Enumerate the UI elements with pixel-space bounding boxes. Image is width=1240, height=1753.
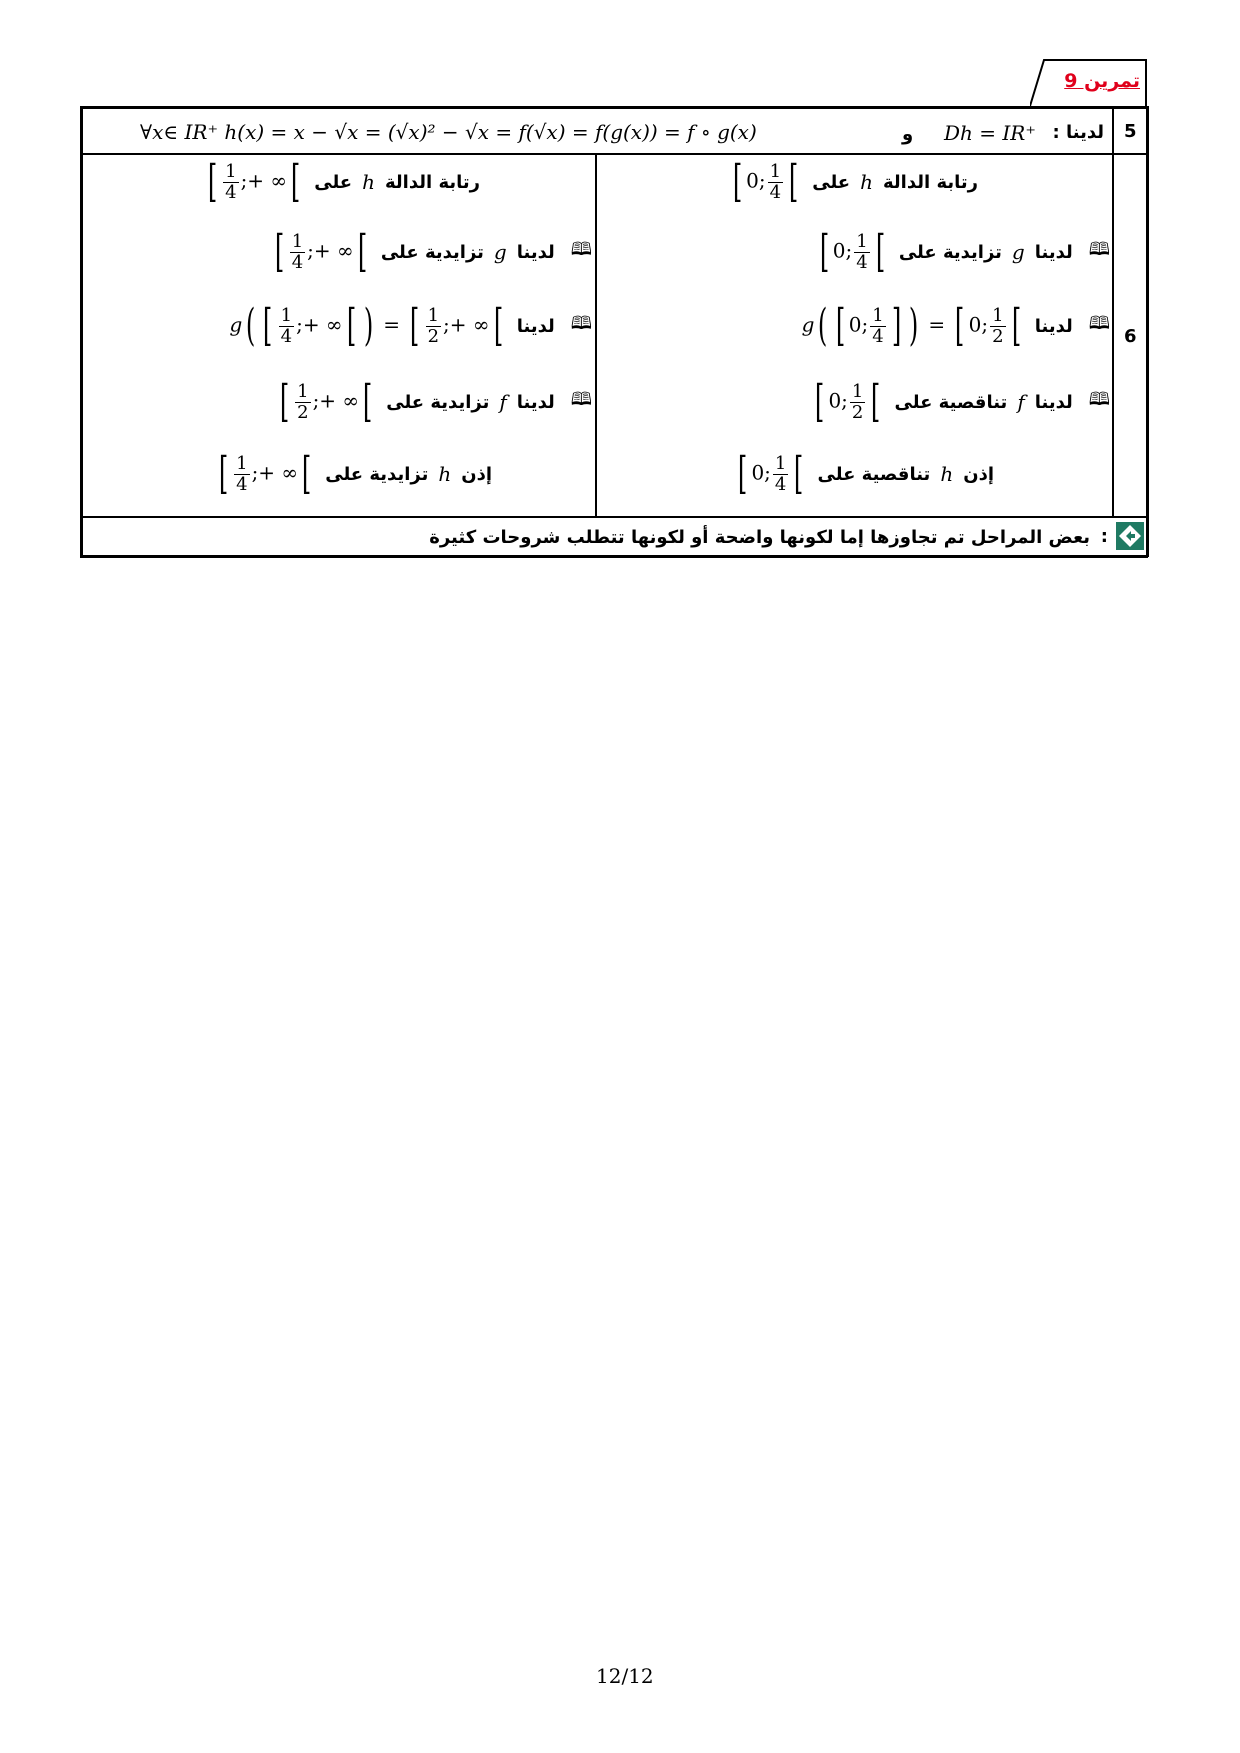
right-line-2: [ 0; $\frac{1}{4}$ [ تزايدية على g لدينا 🕮 [816, 230, 1110, 274]
note-colon: : [1100, 526, 1108, 547]
row5-conjunction: و [902, 124, 914, 145]
exercise-title: تمرين 9 [1064, 70, 1140, 92]
right-line-3: g( [ 0; $\frac{1}{4}$ ] ) = [ 0; $\frac{1}{2}$ [ لدينا 🕮 [801, 300, 1110, 351]
right-line-4: [ 0; $\frac{1}{2}$ [ تناقصية على f لدينا 🕮 [811, 380, 1110, 424]
interval-quarter-inf: [ $\frac{1}{4}$ ;+ ∞[ [207, 156, 301, 207]
row5-label: لدينا : [1052, 122, 1104, 143]
row-number-5: 5 [1124, 121, 1137, 142]
left-line-4: [ $\frac{1}{2}$ ;+ ∞[ تزايدية على f لدينا 🕮 [276, 380, 592, 424]
interval-quarter-inf-2: [ $\frac{1}{4}$ ;+ ∞[ [274, 226, 367, 277]
note-text: بعض المراحل تم تجاوزها إما لكونها واضحة أو لكونها تتطلب شروحات كثيرة [429, 527, 1090, 548]
row5-domain: Dh = IR⁺ [944, 121, 1036, 145]
page-number: 12/12 [596, 1664, 654, 1688]
note-icon [1116, 522, 1144, 550]
left-line-2: [ $\frac{1}{4}$ ;+ ∞[ تزايدية على g لدينا 🕮 [271, 230, 592, 274]
book-icon: 🕮 [1088, 389, 1110, 410]
left-line-3: g( [ $\frac{1}{4}$ ;+ ∞[ ) = [ $\frac{1}{2}$ ;+ ∞[ لدينا 🕮 [229, 300, 592, 351]
interval-half-inf: [ $\frac{1}{2}$ ;+ ∞[ [279, 376, 373, 427]
book-icon: 🕮 [570, 389, 592, 410]
row-number-6: 6 [1124, 326, 1137, 347]
row5-formula: ∀x∈ IR⁺ h(x) = x − √x = (√x)² − √x = f(√x) = f(g(x)) = f ∘ g(x) [140, 120, 757, 144]
book-icon: 🕮 [570, 313, 592, 334]
left-line-1: [ $\frac{1}{4}$ ;+ ∞[ على h رتابة الدالة [204, 160, 480, 204]
interval-zero-quarter: [ 0; $\frac{1}{4}$ [ [732, 156, 799, 207]
interval-quarter-inf-3: [ $\frac{1}{4}$ ;+ ∞[ [218, 448, 312, 499]
book-icon: 🕮 [1088, 313, 1110, 334]
diamond-arrow-icon [1116, 522, 1144, 550]
exercise-tab [1030, 58, 1148, 106]
right-line-5: [ 0; $\frac{1}{4}$ [ تناقصية على h إذن [734, 452, 994, 496]
right-line-1: [ 0; $\frac{1}{4}$ [ على h رتابة الدالة [729, 160, 978, 204]
book-icon: 🕮 [570, 239, 592, 260]
interval-zero-quarter-2: [ 0; $\frac{1}{4}$ [ [819, 226, 885, 277]
interval-zero-quarter-3: [ 0; $\frac{1}{4}$ [ [738, 448, 804, 499]
image-interval-right: g( [ 0; $\frac{1}{4}$ ] ) = [ 0; $\frac{1}{2}$ [ [801, 300, 1021, 351]
interval-zero-half: [ 0; $\frac{1}{2}$ [ [815, 376, 881, 427]
left-line-5: [ $\frac{1}{4}$ ;+ ∞[ تزايدية على h إذن [215, 452, 492, 496]
image-interval-left: g( [ $\frac{1}{4}$ ;+ ∞[ ) = [ $\frac{1}{2}$ ;+ ∞[ [229, 300, 503, 351]
book-icon: 🕮 [1088, 239, 1110, 260]
